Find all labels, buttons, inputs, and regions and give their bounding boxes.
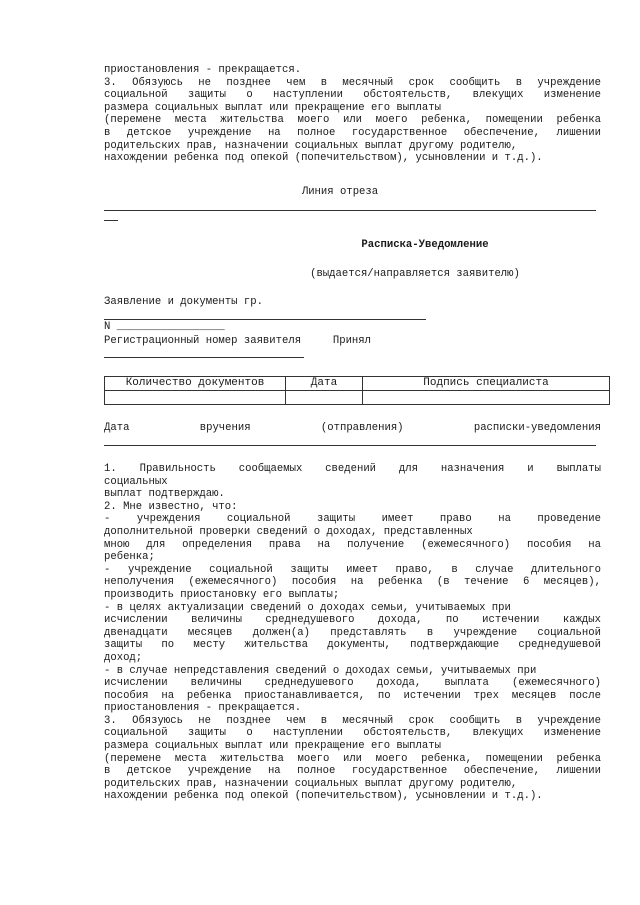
registration-label: Регистрационный номер заявителя Принял [104, 335, 372, 347]
delivery-word: Дата [104, 422, 130, 434]
cut-line-label: Линия отреза [301, 186, 379, 198]
text-line: 2. Мне известно, что: [104, 500, 238, 513]
number-field: N _________________ [104, 321, 225, 333]
applicant-underline [104, 319, 426, 320]
text-line: ребенка; [104, 551, 155, 564]
column-header: Подпись специалиста [363, 377, 610, 391]
text-line: родительских прав, назначении социальных выплат другому родителю, [104, 139, 518, 152]
receipt-subtitle: (выдается/направляется заявителю) [310, 268, 520, 280]
delivery-word: расписки-уведомления [473, 422, 601, 434]
cut-line-tail [104, 220, 118, 221]
text-line: дополнительной проверки сведений о доходах, представленных [104, 525, 473, 538]
top-continuation-block [104, 64, 601, 165]
table-cell [363, 391, 610, 405]
text-line: - в целях актуализации сведений о доходах семьи, учитываемых при [104, 601, 511, 614]
text-line: социальных [104, 475, 168, 488]
text-line: приостановления - прекращается. [104, 64, 302, 76]
delivery-word: (отправления) [320, 422, 404, 434]
table-header-row [105, 377, 610, 391]
table-cell [286, 391, 363, 405]
text-line: нахождении ребенка под опекой (попечительством), усыновлении и т.д.). [104, 790, 543, 803]
delivery-underline [104, 445, 596, 446]
text-line: исчислении величины среднедушевого дохода, по истечении каждых [104, 614, 601, 627]
text-line: двенадцати месяцев должен(а) представлять в учреждение социальной [104, 626, 601, 639]
delivery-date-line [104, 422, 601, 435]
text-line: социальной защиты о наступлении обстоятельств, влекущих изменение [104, 89, 601, 102]
text-line: производить приостановку его выплаты; [104, 588, 340, 601]
text-line: - учреждения социальной защиты имеет право на проведение [104, 513, 601, 526]
text-line: выплат подтверждаю. [104, 488, 225, 501]
cut-line [104, 210, 596, 211]
text-line: 3. Обязуюсь не позднее чем в месячный срок сообщить в учреждение [104, 76, 601, 89]
text-line: 1. Правильность сообщаемых сведений для назначения и выплаты [104, 463, 601, 475]
registration-line [104, 335, 601, 348]
text-line: пособия на ребенка приостанавливается, по истечении трех месяцев после [104, 689, 601, 702]
applicant-label: Заявление и документы гр. [104, 296, 263, 308]
text-line: доход; [104, 651, 143, 664]
column-header: Дата [286, 377, 363, 391]
text-line: размера социальных выплат или прекращение его выплаты [104, 740, 441, 753]
text-line: (перемене места жительства моего или моего ребенка, помещении ребенка [104, 752, 601, 765]
text-line: защиты по месту жительства документы, подтверждающие среднедушевой [104, 639, 601, 652]
delivery-word: вручения [199, 422, 251, 434]
receipt-title: Расписка-Уведомление [361, 239, 489, 251]
column-header: Количество документов [105, 377, 286, 391]
text-line: 3. Обязуюсь не позднее чем в месячный срок сообщить в учреждение [104, 714, 601, 727]
text-line: исчислении величины среднедушевого дохода, выплата (ежемесячного) [104, 677, 601, 690]
documents-table [104, 376, 610, 405]
text-line: социальной защиты о наступлении обстоятельств, влекущих изменение [104, 727, 601, 740]
applicant-line [104, 296, 601, 309]
number-line [104, 321, 601, 334]
table-row [105, 391, 610, 405]
text-line: - в случае непредставления сведений о доходах семьи, учитываемых при [104, 664, 537, 677]
text-line: мною для определения права на получение (ежемесячного) пособия на [104, 538, 601, 551]
text-line: (перемене места жительства моего или моего ребенка, помещении ребенка [104, 114, 601, 127]
text-line: родительских прав, назначении социальных выплат другому родителю, [104, 777, 518, 790]
text-line: размера социальных выплат или прекращение его выплаты [104, 101, 441, 114]
text-line: нахождении ребенка под опекой (попечительством), усыновлении и т.д.). [104, 152, 543, 165]
bottom-statements-block [104, 463, 601, 816]
text-line: неполучения (ежемесячного) пособия на ребенка (в течение 6 месяцев), [104, 576, 601, 589]
text-line: в детское учреждение на полное государственное обеспечение, лишении [104, 765, 601, 778]
text-line: приостановления - прекращается. [104, 702, 302, 715]
text-line [104, 803, 601, 816]
text-line: в детское учреждение на полное государственное обеспечение, лишении [104, 126, 601, 139]
text-line: - учреждение социальной защиты имеет право, в случае длительного [104, 563, 601, 576]
table-cell [105, 391, 286, 405]
registration-underline [104, 357, 304, 358]
